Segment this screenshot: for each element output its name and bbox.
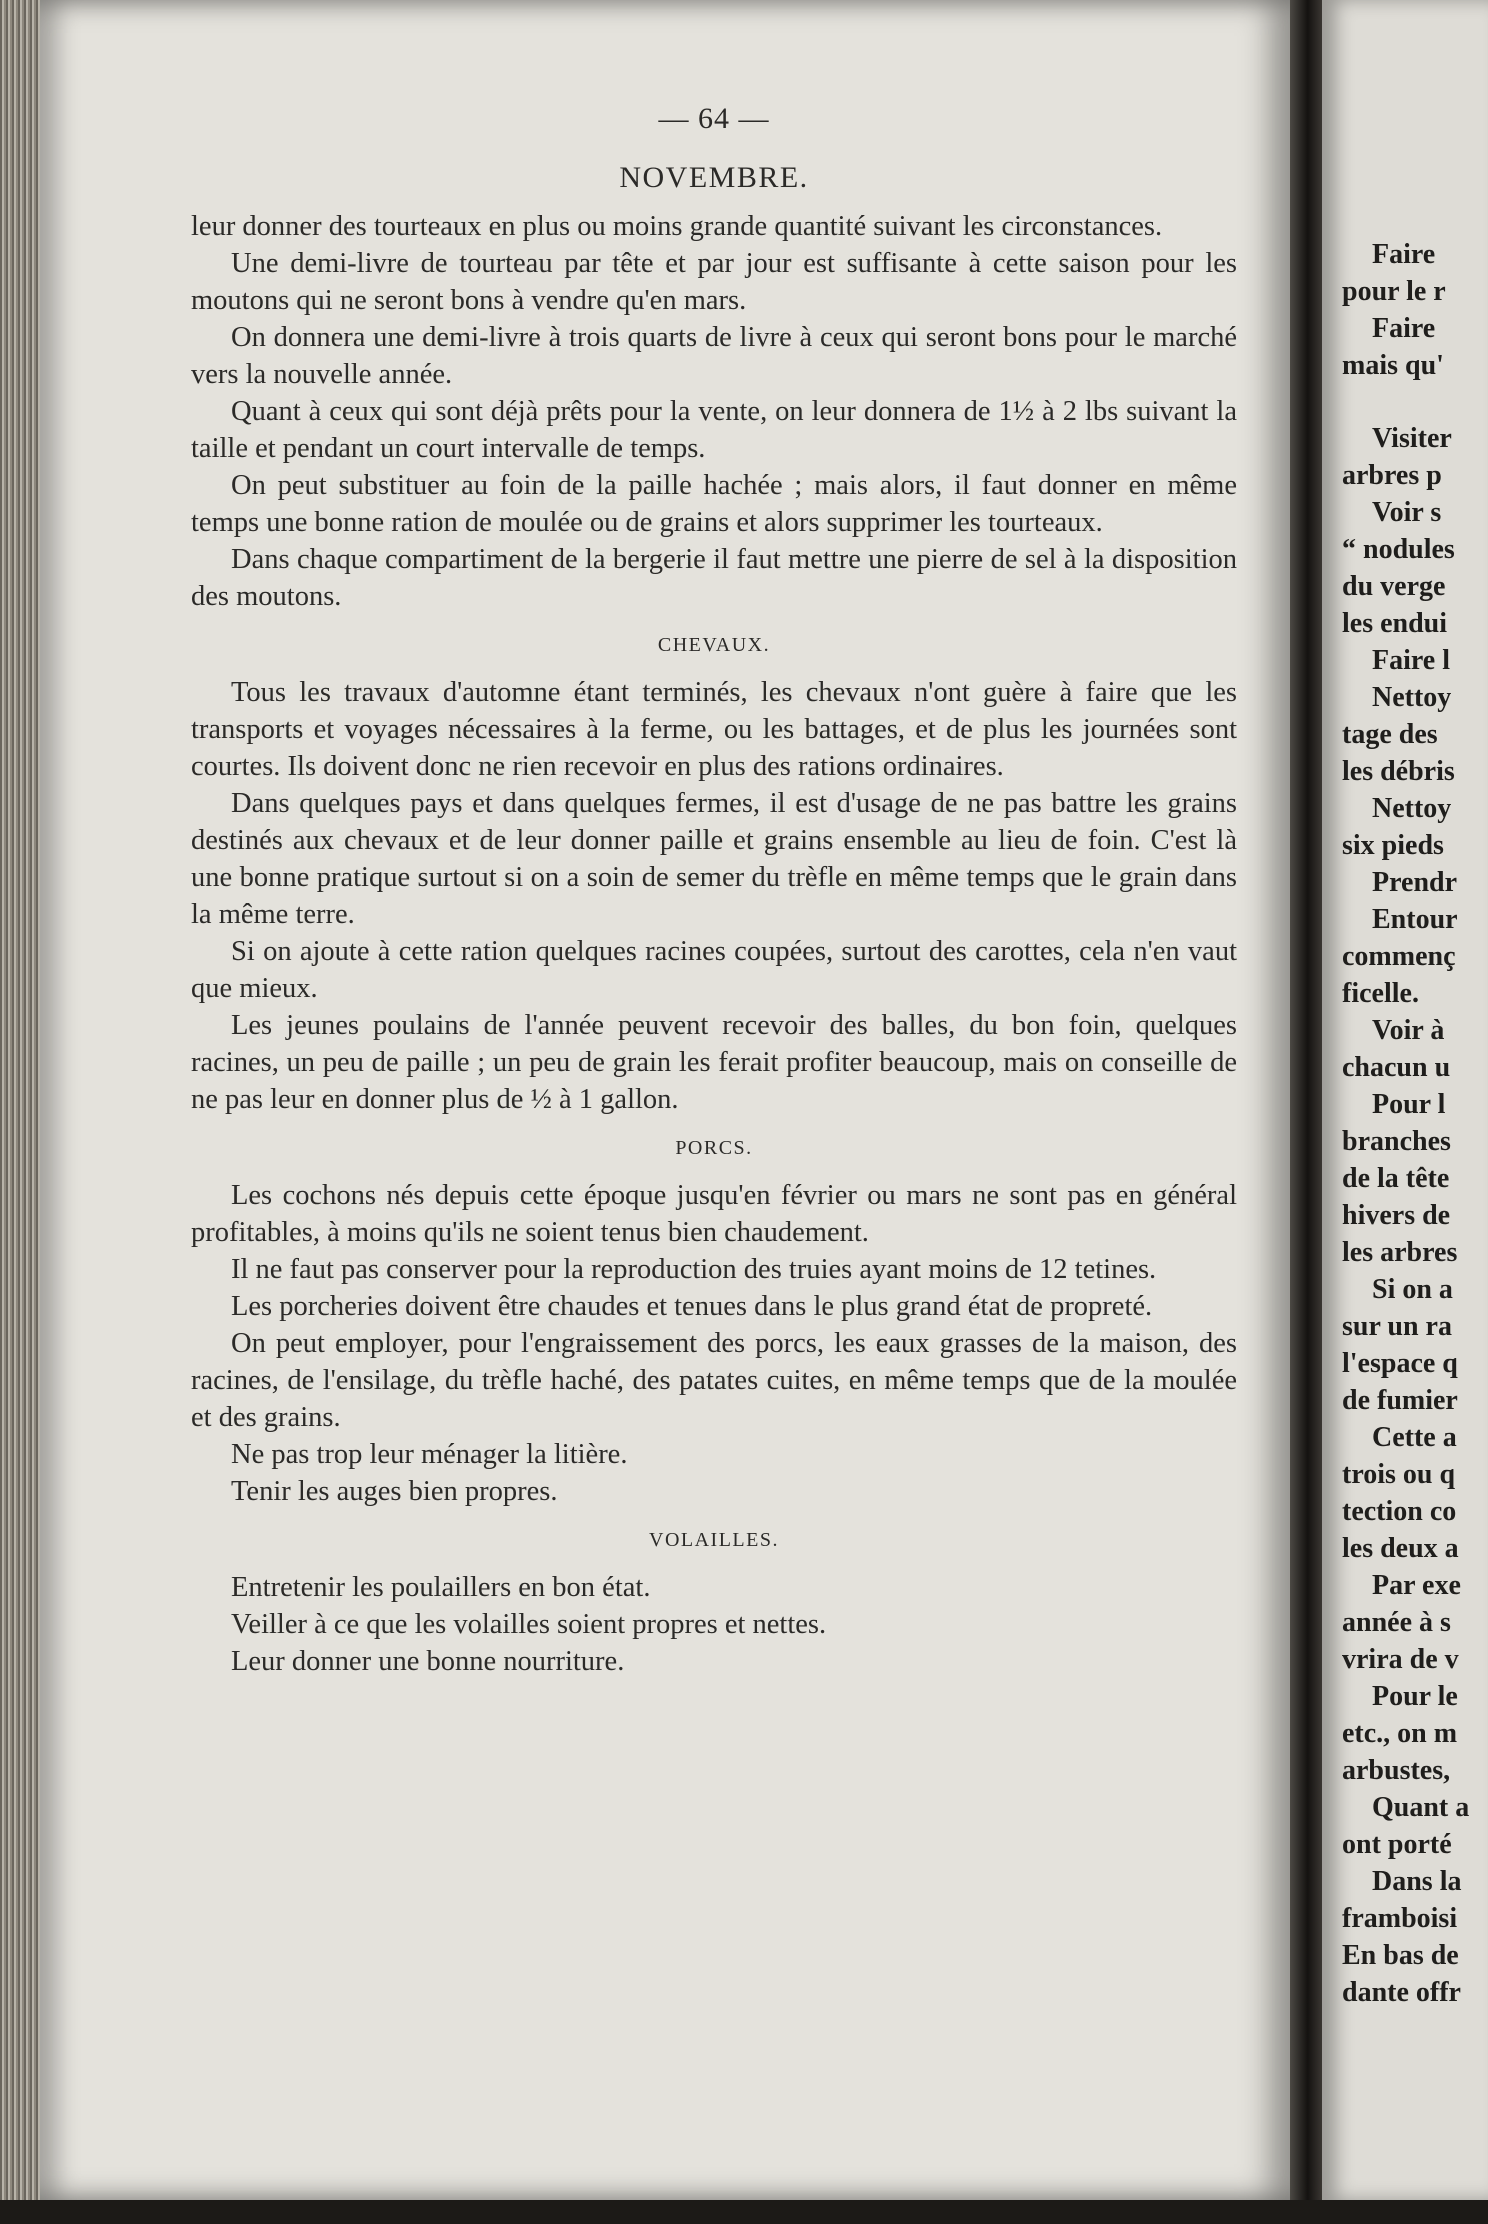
page-number: — 64 — [658, 102, 770, 135]
right-page-line: les endui [1342, 608, 1448, 639]
month-heading: NOVEMBRE. [619, 161, 809, 194]
paragraph: Dans quelques pays et dans quelques fermes, il est d'usage de ne pas battre les grains destinés aux chevaux et de leur donner paille et grains ensemble au lieu de foin. C'est là une bonne pratique surtout si on a soin de semer du trèfle en même temps que le grain dans la même terre. [191, 788, 1237, 930]
right-page-line: Pour l [1372, 1089, 1446, 1120]
right-page-line: branches [1342, 1126, 1451, 1157]
paragraph: Si on ajoute à cette ration quelques racines coupées, surtout des carottes, cela n'en vaut que mieux. [191, 936, 1237, 1004]
right-page-line: de la tête [1342, 1163, 1450, 1194]
right-page-line: les arbres [1342, 1237, 1458, 1268]
paragraph: Quant à ceux qui sont déjà prêts pour la vente, on leur donnera de 1½ à 2 lbs suivant la taille et pendant un court intervalle de temps. [191, 396, 1237, 464]
right-page-line: Voir à [1372, 1015, 1445, 1046]
right-page-line: Voir s [1372, 497, 1442, 528]
right-page-line: sur un ra [1342, 1311, 1452, 1342]
right-page-line: Nettoy [1372, 682, 1452, 713]
paragraph: Il ne faut pas conserver pour la reproduction des truies ayant moins de 12 tetines. [231, 1254, 1157, 1285]
paragraph: On donnera une demi-livre à trois quarts de livre à ceux qui seront bons pour le marché vers la nouvelle année. [191, 322, 1237, 390]
paragraph: Les porcheries doivent être chaudes et tenues dans le plus grand état de propreté. [231, 1291, 1153, 1322]
right-page-line: chacun u [1342, 1052, 1451, 1083]
right-page-line: Dans la [1372, 1866, 1462, 1897]
right-page-line: vrira de v [1342, 1644, 1459, 1675]
right-page-line: dante offr [1342, 1977, 1461, 2008]
right-page-line: Faire [1372, 239, 1436, 270]
paragraph: On peut substituer au foin de la paille hachée ; mais alors, il faut donner en même temps une bonne ration de moulée ou de grains et alors supprimer les tourteaux. [191, 470, 1237, 538]
right-page-line: Faire l [1372, 645, 1451, 676]
right-page-line: Faire [1372, 313, 1436, 344]
right-page-line: Visiter [1372, 423, 1452, 454]
right-page-line: commenç [1342, 941, 1456, 972]
right-page-line: ont porté [1342, 1829, 1452, 1860]
paragraph: Dans chaque compartiment de la bergerie il faut mettre une pierre de sel à la disposition des moutons. [191, 544, 1237, 612]
right-page-line: tection co [1342, 1496, 1457, 1527]
sections-container [191, 208, 1237, 1680]
right-page-line: de fumier [1342, 1385, 1458, 1416]
paragraph: Tous les travaux d'automne étant terminés, les chevaux n'ont guère à faire que les transports et voyages nécessaires à la ferme, ou les battages, et de plus les journées sont courtes. Ils doivent donc ne rien recevoir en plus des rations ordinaires. [191, 677, 1237, 782]
right-page-line: pour le r [1342, 276, 1446, 307]
section-heading: PORCS. [675, 1137, 753, 1159]
right-page-line: tage des [1342, 719, 1438, 750]
right-page-line: les deux a [1342, 1533, 1459, 1564]
right-page-line: ficelle. [1342, 978, 1419, 1009]
paragraph: Leur donner une bonne nourriture. [231, 1646, 625, 1677]
paragraph: Une demi-livre de tourteau par tête et par jour est suffisante à cette saison pour les moutons qui ne seront bons à vendre qu'en mars. [191, 248, 1237, 316]
paragraph: On peut employer, pour l'engraissement des porcs, les eaux grasses de la maison, des racines, de l'ensilage, du trèfle haché, des patates cuites, en même temps que de la moulée et des grains. [191, 1328, 1237, 1433]
paragraph: leur donner des tourteaux en plus ou moins grande quantité suivant les circonstances. [191, 211, 1163, 242]
right-page-line: mais qu' [1342, 350, 1444, 381]
paragraph: Entretenir les poulaillers en bon état. [231, 1572, 651, 1603]
right-page-line: Quant a [1372, 1792, 1470, 1823]
page-edge-stack [0, 0, 40, 2200]
scan-bottom-edge [0, 2200, 1488, 2224]
paragraph: Les cochons nés depuis cette époque jusqu'en février ou mars ne sont pas en général profitables, à moins qu'ils ne soient tenus bien chaudement. [191, 1180, 1237, 1248]
right-page-line: etc., on m [1342, 1718, 1458, 1749]
paragraph: Ne pas trop leur ménager la litière. [231, 1439, 628, 1470]
right-page-line: Entour [1372, 904, 1458, 935]
right-page-line: Si on a [1372, 1274, 1453, 1305]
right-page-line: du verge [1342, 571, 1446, 602]
right-page-line: arbustes, [1342, 1755, 1451, 1786]
right-page-line: “ nodules [1342, 534, 1455, 565]
right-page-line: framboisi [1342, 1903, 1458, 1934]
right-page-line: six pieds [1342, 830, 1444, 861]
right-page-line: Pour le [1372, 1681, 1458, 1712]
book-gutter [1290, 0, 1322, 2200]
right-page-line: trois ou q [1342, 1459, 1456, 1490]
section-heading: VOLAILLES. [649, 1529, 779, 1551]
paragraph: Les jeunes poulains de l'année peuvent recevoir des balles, du bon foin, quelques racines, un peu de paille ; un peu de grain les ferait profiter beaucoup, mais on conseille de ne pas leur en donner plus de ½ à 1 gallon. [191, 1010, 1237, 1115]
left-page-text [191, 100, 1237, 1680]
paragraph: Veiller à ce que les volailles soient propres et nettes. [231, 1609, 827, 1640]
right-page-line: Prendr [1372, 867, 1458, 898]
right-page-text [1342, 236, 1488, 2011]
right-page-line: Par exe [1372, 1570, 1461, 1601]
right-page-line: l'espace q [1342, 1348, 1458, 1379]
section-heading: CHEVAUX. [657, 634, 771, 656]
right-page-line: Cette a [1372, 1422, 1457, 1453]
right-page-line: En bas de [1342, 1940, 1459, 1971]
right-page-line: année à s [1342, 1607, 1451, 1638]
right-page-line: hivers de [1342, 1200, 1451, 1231]
right-page-line: Nettoy [1372, 793, 1452, 824]
right-page-line: les débris [1342, 756, 1455, 787]
paragraph: Tenir les auges bien propres. [231, 1476, 558, 1507]
right-page-line: arbres p [1342, 460, 1442, 491]
